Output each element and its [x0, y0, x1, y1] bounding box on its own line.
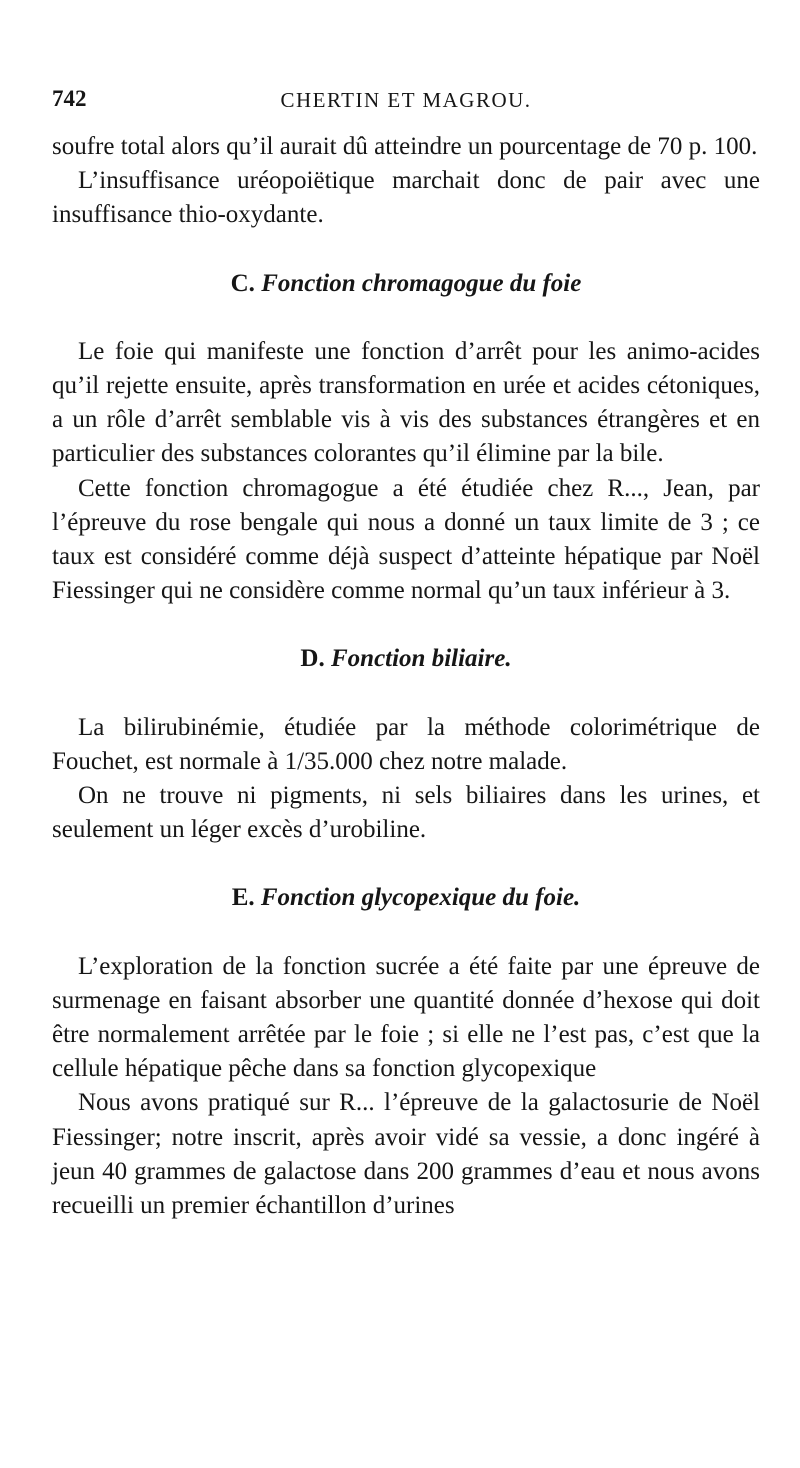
spacer	[52, 916, 760, 950]
section-title-c: Fonction chromagogue du foie	[261, 269, 582, 297]
section-label-e: E.	[231, 884, 255, 912]
spacer	[52, 608, 760, 642]
paragraph-insuffisance: L’insuffisance uréopoiëtique marchait donc de pair avec une insuffisance thio-oxydante.	[52, 167, 760, 229]
page-number: 742	[52, 86, 87, 111]
section-label-d: D.	[300, 645, 325, 673]
body-text	[52, 130, 760, 1223]
section-heading-d	[52, 642, 760, 676]
spacer	[52, 301, 760, 335]
paragraph-c-1: Le foie qui manifeste une fonction d’arrêt pour les animo-acides qu’il rejette ensuite, après transformation en urée et acides cétoniques, a un rôle d’arrêt semblable vis à vis des substances étrangères et en particulier des substances colorantes qu’il élimine par la bile.	[52, 337, 760, 468]
section-title-d: Fonction biliaire.	[330, 645, 512, 673]
paragraph-d-2: On ne trouve ni pigments, ni sels biliaires dans les urines, et seulement un léger excès d’urobiline.	[52, 782, 760, 844]
spacer	[52, 677, 760, 711]
spacer	[52, 233, 760, 267]
paragraph-c-2: Cette fonction chromagogue a été étudiée chez R..., Jean, par l’épreuve du rose bengale qui nous a donné un taux limite de 3 ; ce taux est considéré comme déjà suspect d’atteinte hépatique par Noël Fiessinger qui ne considère comme normal qu’un taux inférieur à 3.	[52, 474, 760, 605]
section-title-e: Fonction glycopexique du foie.	[260, 884, 581, 912]
paragraph-e-1: L’exploration de la fonction sucrée a été faite par une épreuve de surmenage en faisant absorber une quantité donnée d’hexose qui doit être normalement arrêtée par le foie ; si elle ne l’est pas, c’est que la cellule hépatique pêche dans sa fonction glycopexique	[52, 952, 760, 1083]
running-title: CHERTIN ET MAGROU.	[280, 88, 532, 112]
continuation-paragraph: soufre total alors qu’il aurait dû atteindre un pourcentage de 70 p. 100.	[52, 133, 758, 160]
spacer	[52, 847, 760, 881]
paragraph-e-2: Nous avons pratiqué sur R... l’épreuve de la galactosurie de Noël Fiessinger; notre inscrit, après avoir vidé sa vessie, a donc ingéré à jeun 40 grammes de galactose dans 200 grammes d’eau et nous avons recueilli un premier échantillon d’urines	[52, 1089, 760, 1220]
running-head	[52, 82, 760, 122]
paragraph-d-1: La bilirubinémie, étudiée par la méthode colorimétrique de Fouchet, est normale à 1/35.000 chez notre malade.	[52, 713, 760, 775]
section-heading-e	[52, 881, 760, 915]
section-label-c: C.	[230, 269, 255, 297]
section-heading-c	[52, 267, 760, 301]
